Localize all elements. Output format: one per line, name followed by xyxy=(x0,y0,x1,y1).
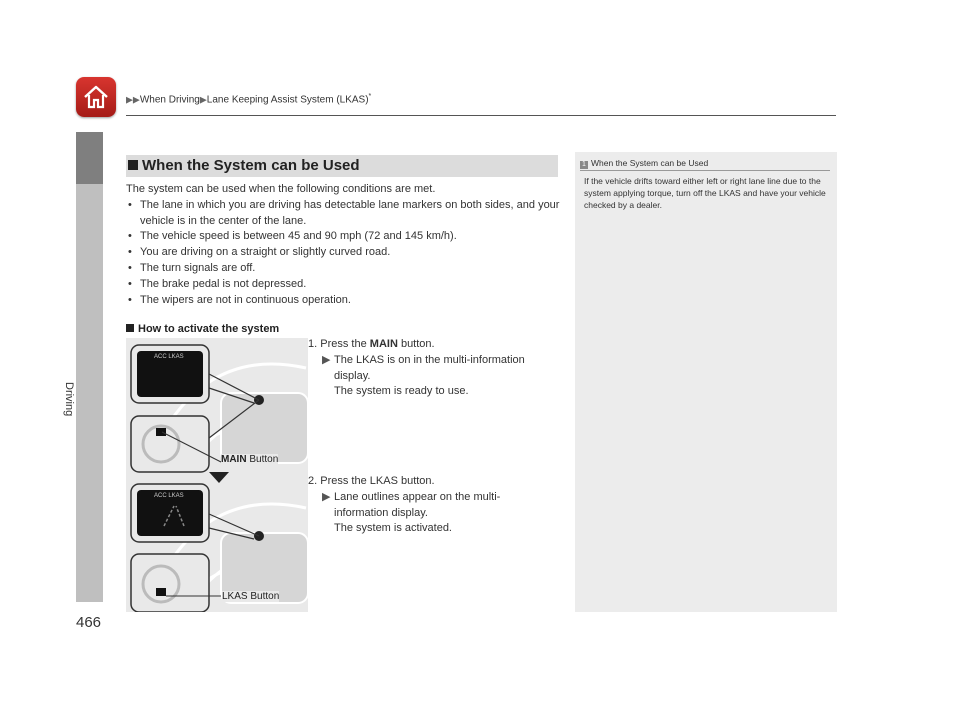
section-title: When the System can be Used xyxy=(142,157,360,174)
condition-item: • The brake pedal is not depressed. xyxy=(126,277,566,293)
subsection-title: How to activate the system xyxy=(138,323,280,335)
chapter-label: Driving xyxy=(63,382,75,417)
note-divider xyxy=(580,170,830,171)
main-label-rest: Button xyxy=(246,454,279,465)
main-label-bold: MAIN xyxy=(221,454,247,465)
intro-text: The system can be used when the following conditions are met. xyxy=(126,183,436,195)
main-button-ref: MAIN xyxy=(369,338,398,350)
display-text-1: ACC LKAS xyxy=(154,354,184,360)
step-2-text: Press the LKAS button. xyxy=(320,475,435,487)
note-title xyxy=(580,158,708,169)
step-2 xyxy=(308,474,568,537)
home-icon[interactable] xyxy=(76,77,116,117)
result-arrow-icon: ▶ xyxy=(322,490,331,503)
step-1-instruction xyxy=(308,337,568,353)
step-2-number: 2. xyxy=(308,475,318,487)
section-heading xyxy=(126,155,558,177)
page-number: 466 xyxy=(76,614,102,631)
main-button-label xyxy=(221,454,278,465)
optional-asterisk: * xyxy=(368,93,372,100)
condition-item: • The wipers are not in continuous operation. xyxy=(126,293,566,309)
note-number-badge: 1 xyxy=(580,161,588,169)
side-note-panel xyxy=(575,152,837,612)
step-1-text: Press the xyxy=(320,338,370,350)
step-1-result-line: The system is ready to use. xyxy=(334,385,469,398)
condition-item: • The turn signals are off. xyxy=(126,261,566,277)
illustration-svg xyxy=(126,338,308,612)
note-body: If the vehicle drifts toward either left or right lane line due to the system applying torque, turn off the LKAS and have your vehicle checked by a dealer. xyxy=(584,176,826,210)
step-1-text-end: button. xyxy=(397,338,435,350)
breadcrumb-separator-icon: ▶ xyxy=(199,94,207,105)
subsection-heading xyxy=(126,323,279,335)
chapter-tab xyxy=(76,132,103,184)
chapter-sidebar xyxy=(76,132,103,602)
step-2-result-line: information display. xyxy=(334,506,428,519)
breadcrumb xyxy=(126,93,371,105)
breadcrumb-item-lkas[interactable]: Lane Keeping Assist System (LKAS) xyxy=(206,94,369,106)
down-arrow-icon xyxy=(209,472,229,483)
breadcrumb-arrows: ▶▶ xyxy=(126,94,140,105)
step-2-instruction xyxy=(308,474,568,490)
step-1-result-line: The LKAS is on in the multi-information xyxy=(334,353,525,366)
step-2-result-line: Lane outlines appear on the multi- xyxy=(334,490,501,503)
steering-wheel-illustration xyxy=(126,338,308,612)
condition-item: • The lane in which you are driving has detectable lane markers on both sides, and your vehicle is in the center of the lane. xyxy=(126,198,566,230)
result-arrow-icon: ▶ xyxy=(322,353,331,366)
step-1-result xyxy=(308,353,568,369)
header-divider xyxy=(126,115,836,116)
subsection-square-icon xyxy=(126,324,134,332)
conditions-list xyxy=(126,198,566,309)
step-2-result-line: The system is activated. xyxy=(334,522,452,535)
section-square-icon xyxy=(128,160,138,170)
condition-item: • You are driving on a straight or slightly curved road. xyxy=(126,245,566,261)
lkas-button-label: LKAS Button xyxy=(222,591,280,602)
display-text-2: ACC LKAS xyxy=(154,493,184,499)
step-2-result xyxy=(308,490,568,506)
step-1-result-line: display. xyxy=(334,369,371,382)
condition-item: • The vehicle speed is between 45 and 90 mph (72 and 145 km/h). xyxy=(126,229,566,245)
note-title-text[interactable]: When the System can be Used xyxy=(591,158,709,168)
step-1-number: 1. xyxy=(308,338,318,350)
breadcrumb-item-when-driving[interactable]: When Driving xyxy=(139,94,200,106)
conditions-block xyxy=(126,182,566,308)
step-1 xyxy=(308,337,568,400)
